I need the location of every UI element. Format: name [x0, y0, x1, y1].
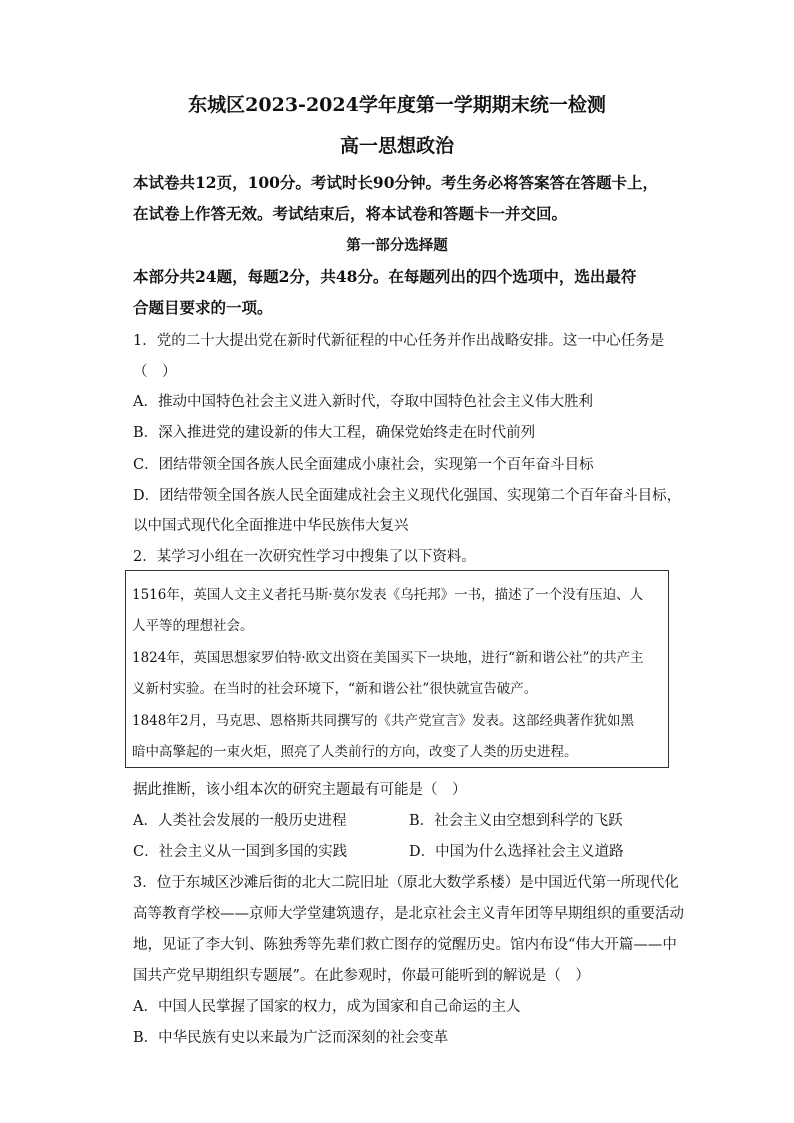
material-p2-line2: 义新村实验。在当时的社会环境下，“新和谐公社”很快就宣告破产。	[132, 681, 538, 697]
material-p2-line1: 1824年，英国思想家罗伯特·欧文出资在美国买下一块地，进行“新和谐公社”的共产主	[132, 650, 644, 666]
section-title: 第一部分选择题	[346, 237, 448, 254]
q2-option-b: B．社会主义由空想到科学的飞跃	[409, 813, 623, 829]
q3-stem-line-3: 地，见证了李大钊、陈独秀等先辈们救亡图存的觉醒历史。馆内布设“伟大开篇——中	[133, 937, 677, 953]
q1-stem: 1．党的二十大提出党在新时代新征程的中心任务并作出战略安排。这一中心任务是	[133, 333, 665, 349]
q2-stem: 2．某学习小组在一次研究性学习中搜集了以下资料。	[133, 549, 476, 565]
section-desc-1: 本部分共24题，每题2分，共48分。在每题列出的四个选项中，选出最符	[133, 267, 637, 286]
q1-option-d: D．团结带领全国各族人民全面建成社会主义现代化强国、实现第二个百年奋斗目标，	[133, 488, 682, 504]
material-p3-line1: 1848年2月，马克思、恩格斯共同撰写的《共产党宣言》发表。这部经典著作犹如黑	[132, 713, 634, 729]
section-desc-2: 合题目要求的一项。	[133, 298, 273, 317]
material-p1-line2: 人平等的理想社会。	[132, 618, 254, 634]
q2-material-box	[125, 570, 669, 768]
q1-option-b: B．深入推进党的建设新的伟大工程，确保党始终走在时代前列	[133, 425, 536, 441]
q2-option-c: C．社会主义从一国到多国的实践	[133, 844, 348, 860]
q1-option-c: C．团结带领全国各族人民全面建成小康社会，实现第一个百年奋斗目标	[133, 457, 594, 473]
q2-option-a: A．人类社会发展的一般历史进程	[133, 813, 347, 829]
material-p3-line2: 暗中高擎起的一束火炬，照亮了人类前行的方向，改变了人类的历史进程。	[132, 744, 578, 760]
instructions-line-1: 本试卷共12页，100分。考试时长90分钟。考生务必将答案答在答题卡上，	[133, 173, 658, 192]
q3-option-b: B．中华民族有史以来最为广泛而深刻的社会变革	[133, 1030, 449, 1046]
q1-option-d-cont: 以中国式现代化全面推进中华民族伟大复兴	[133, 518, 409, 534]
q2-option-d: D．中国为什么选择社会主义道路	[409, 844, 624, 860]
instructions-line-2: 在试卷上作答无效。考试结束后，将本试卷和答题卡一并交回。	[133, 204, 568, 223]
q1-answer-blank: （ ）	[133, 364, 177, 380]
q3-stem-line-4: 国共产党早期组织专题展”。在此参观时，你最可能听到的解说是（ ）	[133, 968, 590, 984]
q3-stem-line-1: 3．位于东城区沙滩后街的北大二院旧址（原北大数学系楼）是中国近代第一所现代化	[133, 875, 679, 891]
exam-subject: 高一思想政治	[339, 135, 454, 157]
q1-option-a: A．推动中国特色社会主义进入新时代，夺取中国特色社会主义伟大胜利	[133, 394, 593, 410]
q2-question: 据此推断，该小组本次的研究主题最有可能是（ ）	[133, 782, 467, 798]
q3-option-a: A．中国人民掌握了国家的权力，成为国家和自己命运的主人	[133, 999, 521, 1015]
material-p1-line1: 1516年，英国人文主义者托马斯·莫尔发表《乌托邦》一书，描述了一个没有压迫、人	[132, 587, 644, 603]
exam-title: 东城区2023-2024学年度第一学期期末统一检测	[188, 94, 606, 116]
q3-stem-line-2: 高等教育学校——京师大学堂建筑遗存，是北京社会主义青年团等早期组织的重要活动	[133, 906, 684, 922]
